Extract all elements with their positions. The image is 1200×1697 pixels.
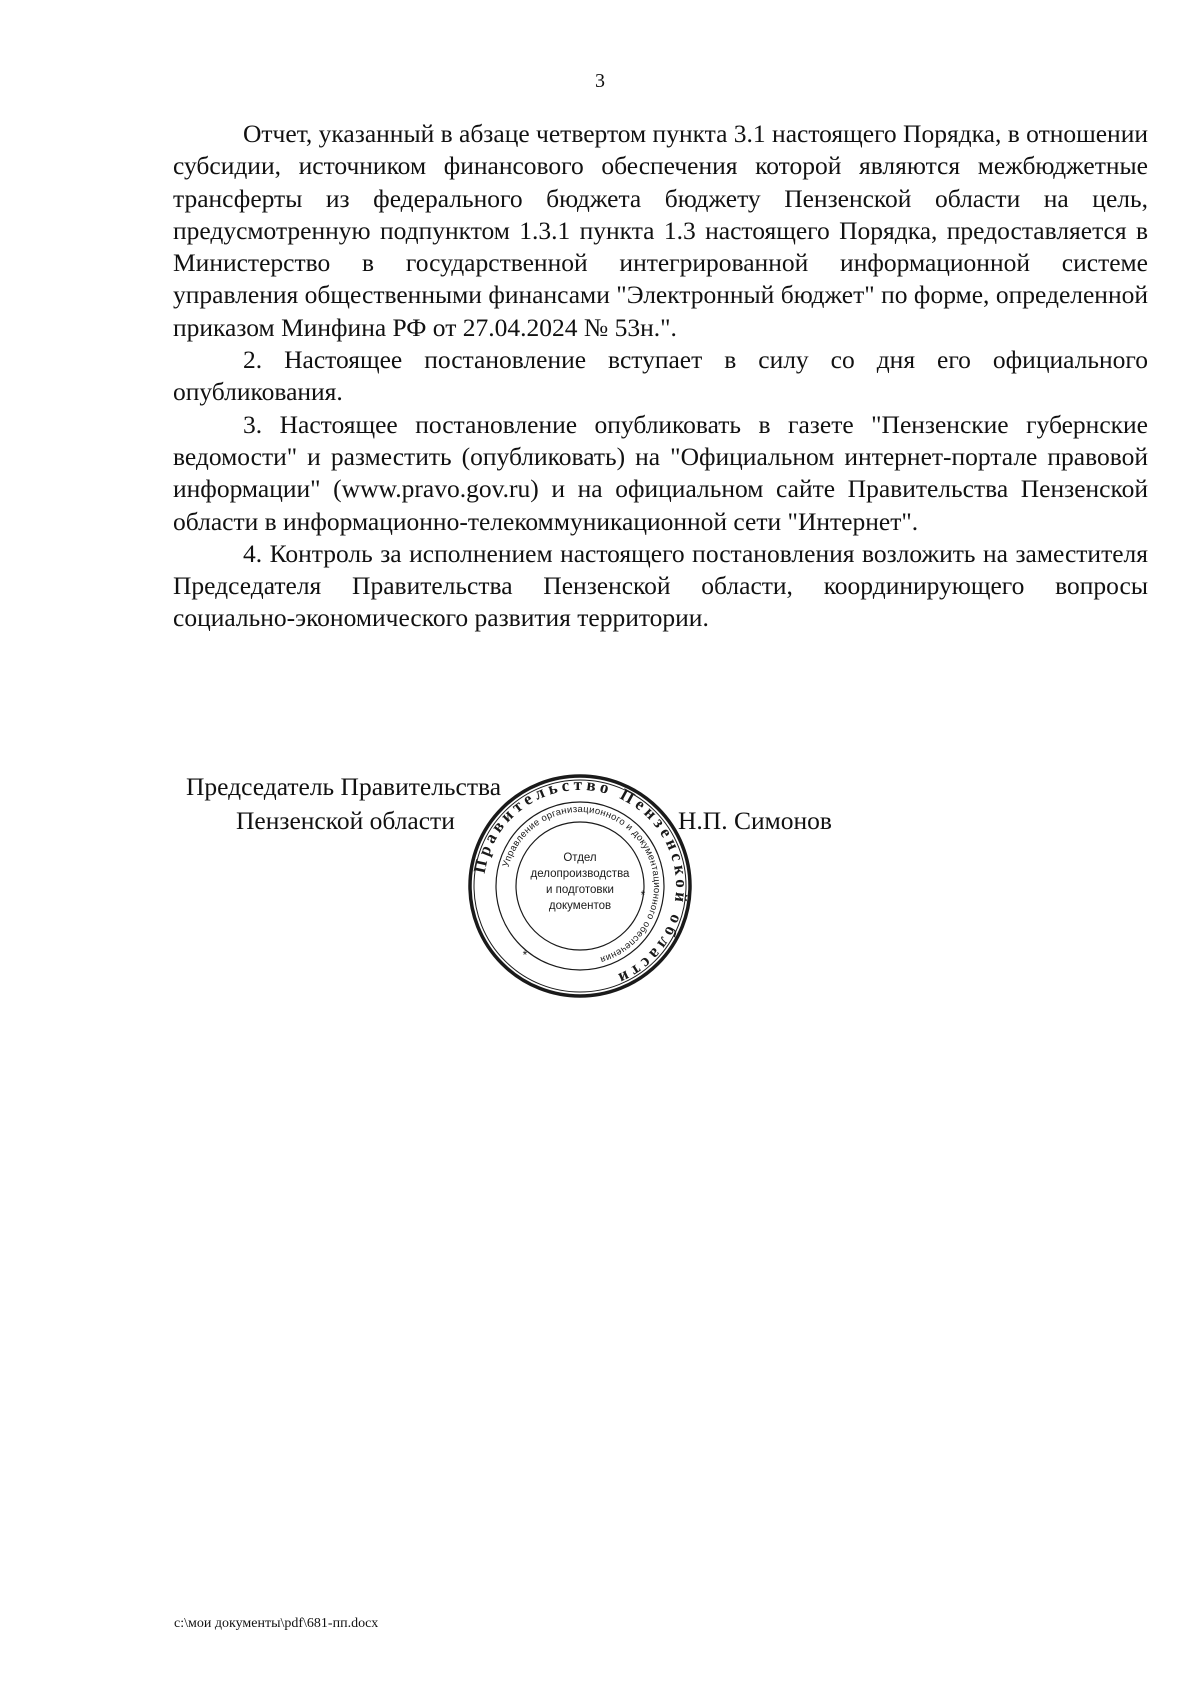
document-body: [173, 118, 1148, 635]
official-seal-stamp: [467, 773, 693, 999]
seal-center-line2: делопроизводства: [530, 868, 630, 880]
paragraph-item-4: 4. Контроль за исполнением настоящего постановления возложить на заместителя Председателя Правительства Пензенской области, координирующего вопросы социально-экономического развития территории.: [173, 538, 1148, 633]
seal-star-right: *: [640, 888, 646, 902]
signatory-name: Н.П. Симонов: [678, 806, 832, 835]
seal-center-line4: документов: [548, 900, 612, 912]
seal-center-line3: и подготовки: [546, 884, 614, 896]
signatory-title-line1: Председатель Правительства: [186, 772, 502, 801]
page-number: 3: [595, 70, 605, 92]
paragraph-item-3: 3. Настоящее постановление опубликовать в газете "Пензенские губернские ведомости" и разместить (опубликовать) на "Официальном интернет-портале правовой информации" (www.pravo.gov.ru) и на официальном сайте Правительства Пензенской области в информационно-телекоммуникационной сети "Интернет".: [173, 409, 1148, 536]
seal-star-left: *: [522, 948, 528, 962]
paragraph-report: Отчет, указанный в абзаце четвертом пункта 3.1 настоящего Порядка, в отношении субсидии, источником финансового обеспечения которой являются межбюджетные трансферты из федерального бюджета бюджету Пензенской области на цель, предусмотренную подпунктом 1.3.1 пункта 1.3 настоящего Порядка, предоставляется в Министерство в государственной интегрированной информационной системе управления общественными финансами "Электронный бюджет" по форме, определенной приказом Минфина РФ от 27.04.2024 № 53н.".: [173, 119, 1148, 342]
paragraph-item-2: 2. Настоящее постановление вступает в силу со дня его официального опубликования.: [173, 345, 1148, 407]
seal-middle-text: Управление организационного и документационного обеспечения: [500, 803, 663, 966]
footer-file-path: c:\мои документы\pdf\681-пп.docx: [174, 1616, 379, 1631]
seal-center-line1: Отдел: [563, 852, 597, 864]
seal-outer-text: Правительство Пензенской области: [469, 774, 692, 990]
signatory-title-line2: Пензенской области: [236, 806, 455, 835]
